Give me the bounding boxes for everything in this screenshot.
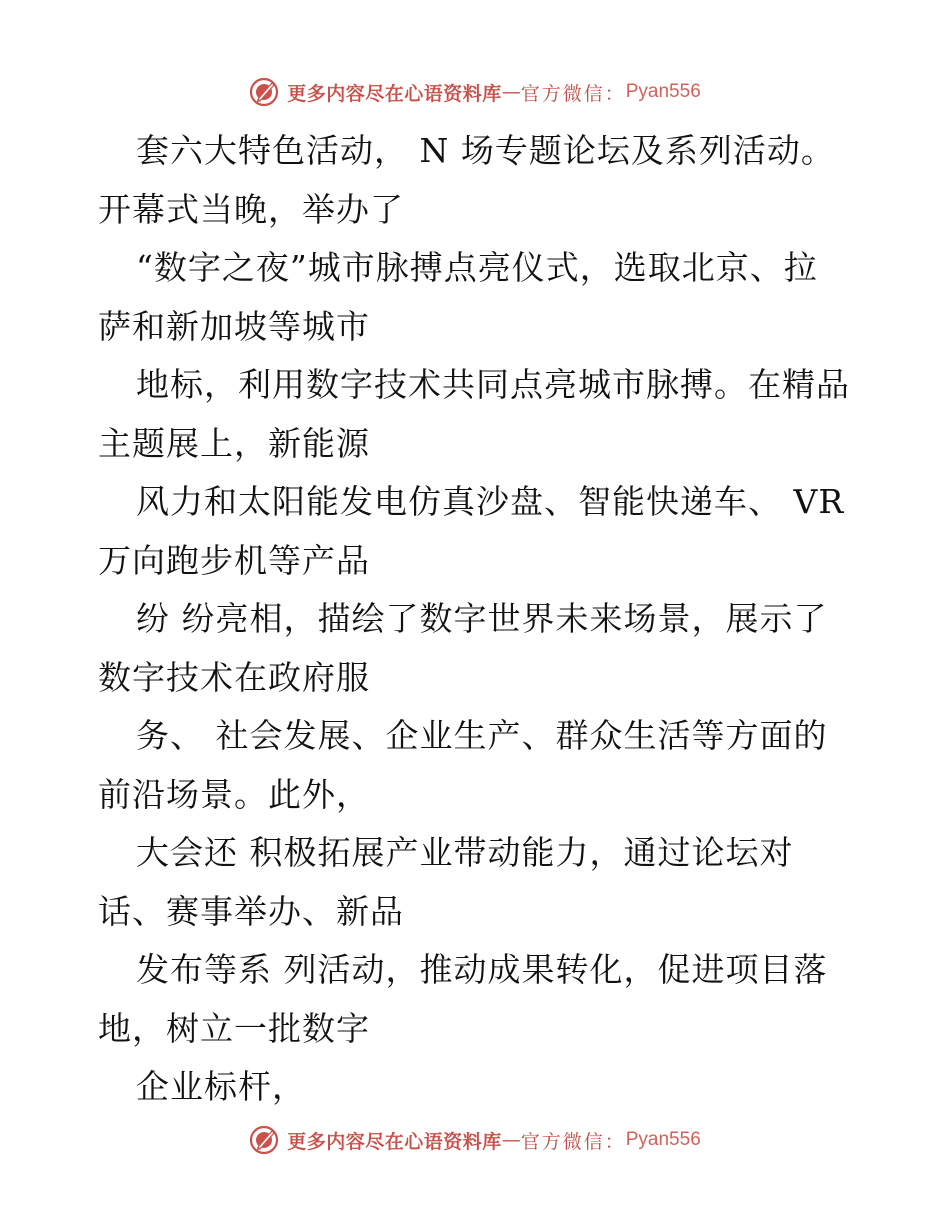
text-line: 大会还 积极拓展产业带动能力，通过论坛对: [136, 833, 794, 872]
text-line: “数字之夜”城市脉搏点亮仪式，选取北京、拉: [136, 248, 818, 287]
watermark-title: 更多内容尽在心语资料库: [287, 82, 502, 105]
text-line: 地，树立一批数字: [98, 1008, 370, 1048]
watermark-official-label: 官方微信：: [520, 1130, 626, 1153]
watermark-dash: —: [501, 81, 521, 103]
text-line: 开幕式当晚，举办了: [98, 189, 404, 229]
watermark-official-label: 官方微信：: [520, 82, 626, 105]
text-line: 风力和太阳能发电仿真沙盘、智能快递车、 VR: [136, 482, 845, 521]
footer-watermark: [0, 1120, 950, 1160]
watermark-title: 更多内容尽在心语资料库: [287, 1130, 502, 1153]
text-line: 纷 纷亮相，描绘了数字世界未来场景，展示了: [136, 599, 828, 638]
watermark-dash: —: [501, 1129, 521, 1151]
text-line: 务、 社会发展、企业生产、群众生活等方面的: [136, 716, 828, 755]
text-line: 企业标杆，: [136, 1067, 306, 1106]
text-line: 前沿场景。此外，: [98, 774, 370, 814]
text-line: 万向跑步机等产品: [98, 540, 370, 580]
text-line: 地标，利用数字技术共同点亮城市脉搏。在精品: [136, 365, 850, 404]
text-line: 数字技术在政府服: [98, 657, 370, 697]
text-line: 套六大特色活动， N 场专题论坛及系列活动。: [136, 131, 835, 170]
pen-logo-icon: [249, 77, 279, 107]
text-line: 萨和新加坡等城市: [98, 306, 370, 346]
document-body: [98, 122, 858, 1117]
watermark-wechat-id: Pyan556: [625, 1129, 701, 1150]
text-line: 主题展上，新能源: [98, 423, 370, 463]
watermark-wechat-id: Pyan556: [625, 81, 701, 102]
header-watermark: [0, 72, 950, 112]
pen-logo-icon: [249, 1125, 279, 1155]
text-line: 发布等系 列活动，推动成果转化，促进项目落: [136, 950, 828, 989]
text-line: 话、赛事举办、新品: [98, 891, 404, 931]
